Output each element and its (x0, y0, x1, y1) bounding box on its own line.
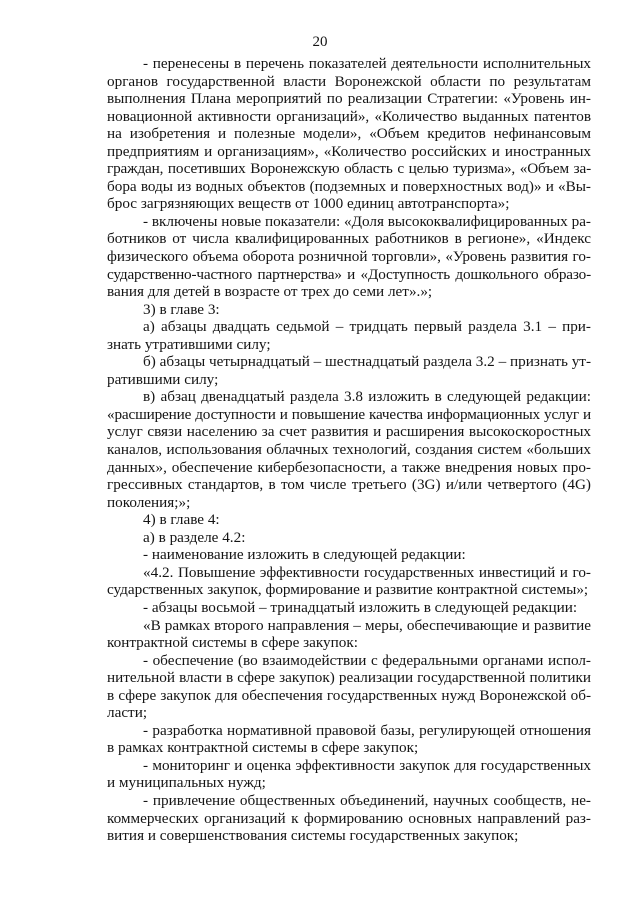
text-line: в) абзац двенадцатый раздела 3.8 изложить в следующей редакции: (143, 388, 591, 406)
text-line: вания для детей в возрасте от трех до семи лет».»; (107, 283, 433, 301)
text-line: - привлечение общественных объединений, научных сообществ, не- (143, 791, 591, 809)
text-line: - наименование изложить в следующей редакции: (143, 546, 466, 564)
text-line: бора воды из водных объектов (подземных и поверхностных вод)» и «Вы- (107, 177, 591, 195)
text-line: а) в разделе 4.2: (143, 528, 246, 546)
text-line: новационной активности организаций», «Количество выданных патентов (107, 107, 591, 125)
text-line: на изобретения и полезные модели», «Объем кредитов нефинансовым (107, 125, 591, 143)
text-line: сударственно-частного партнерства» и «Доступность дошкольного образо- (107, 265, 591, 283)
text-line: органов государственной власти Воронежской области по результатам (107, 72, 591, 90)
text-line: «4.2. Повышение эффективности государственных инвестиций и го- (143, 563, 591, 581)
text-line: 4) в главе 4: (143, 511, 220, 529)
text-line: данных», обеспечение кибербезопасности, а также внедрения новых про- (107, 458, 591, 476)
text-line: - обеспечение (во взаимодействии с федеральными органами испол- (143, 651, 591, 669)
text-line: - мониторинг и оценка эффективности закупок для государственных (143, 756, 591, 774)
text-line: - включены новые показатели: «Доля высококвалифицированных ра- (143, 212, 591, 230)
text-line: вития и совершенствования системы государственных закупок; (107, 827, 519, 845)
text-line: «расширение доступности и повышение качества информационных услуг и (107, 405, 591, 423)
text-line: сударственных закупок, формирование и развитие контрактной системы»; (107, 581, 589, 599)
text-line: грессивных стандартов, в том числе третьего (3G) и/или четвертого (4G) (107, 476, 591, 494)
text-line: каналов, использования облачных технологий, создания систем «больших (107, 441, 591, 459)
page-number: 20 (312, 34, 328, 50)
text-line: поколения;»; (107, 493, 191, 511)
text-line: физического объема оборота розничной торговли», «Уровень развития го- (107, 248, 591, 266)
text-line: ратившими силу; (107, 370, 219, 388)
text-line: и муниципальных нужд; (107, 774, 266, 792)
text-line: граждан, посетивших Воронежскую область с целью туризма», «Объем за- (107, 160, 591, 178)
text-line: услуг связи населению за счет развития и расширения высокоскоростных (107, 423, 591, 441)
text-line: выполнения Плана мероприятий по реализации Стратегии: «Уровень ин- (107, 90, 591, 108)
text-line: «В рамках второго направления – меры, обеспечивающие и развитие (143, 616, 591, 634)
text-line: знать утратившими силу; (107, 335, 271, 353)
text-line: в рамках контрактной системы в сфере закупок; (107, 739, 419, 757)
text-line: - разработка нормативной правовой базы, регулирующей отношения (143, 721, 591, 739)
text-line: - абзацы восьмой – тринадцатый изложить в следующей редакции: (143, 598, 578, 616)
text-line: а) абзацы двадцать седьмой – тридцать первый раздела 3.1 – при- (143, 318, 591, 336)
text-line: коммерческих организаций к формированию основных направлений раз- (107, 809, 591, 827)
text-line: б) абзацы четырнадцатый – шестнадцатый раздела 3.2 – признать ут- (143, 353, 591, 371)
text-line: брос загрязняющих веществ от 1000 единиц автотранспорта»; (107, 195, 510, 213)
text-line: в сфере закупок для обеспечения государственных нужд Воронежской об- (107, 686, 591, 704)
document-body (107, 55, 591, 845)
text-line: нительной власти в сфере закупок) реализации государственной политики (107, 669, 591, 687)
text-line: предприятиям и организациям», «Количество российских и иностранных (107, 142, 591, 160)
text-line: - перенесены в перечень показателей деятельности исполнительных (143, 55, 591, 72)
text-line: контрактной системы в сфере закупок: (107, 634, 358, 652)
text-line: ласти; (107, 704, 148, 722)
text-line: ботников от числа квалифицированных работников в регионе», «Индекс (107, 230, 591, 248)
text-line: 3) в главе 3: (143, 300, 220, 318)
